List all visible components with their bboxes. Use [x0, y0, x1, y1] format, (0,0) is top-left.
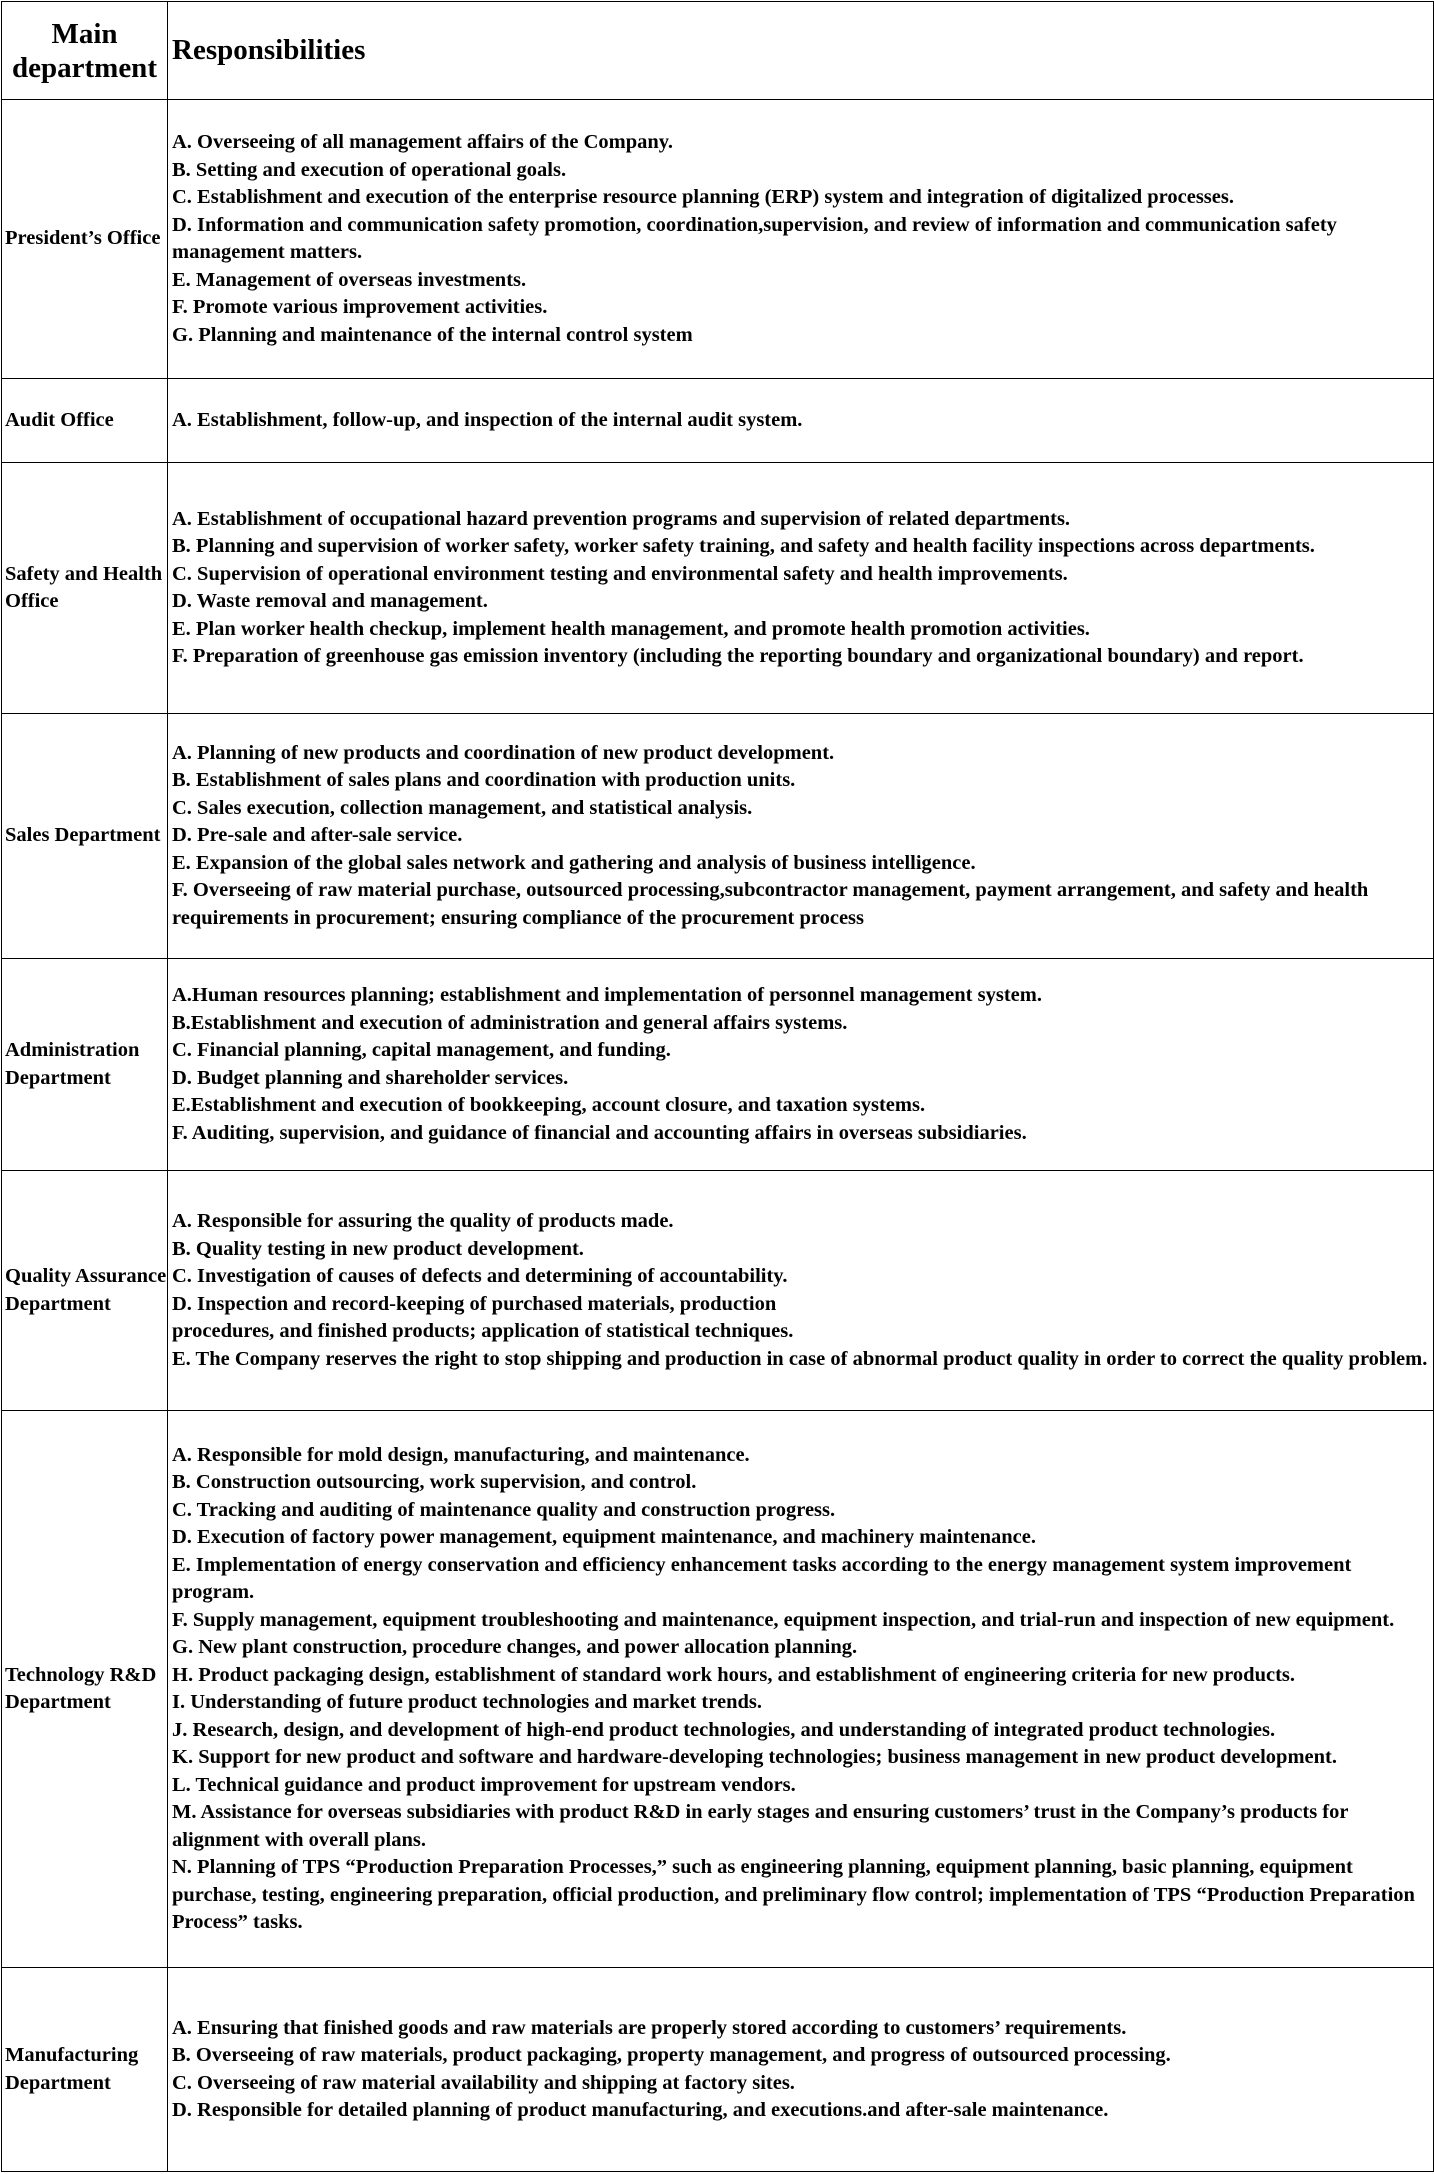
list-item: C. Supervision of operational environment testing and environmental safety and health improvements. — [172, 562, 1068, 585]
list-item: M. Assistance for overseas subsidiaries with product R&D in early stages and ensuring customers’ trust in the Company’s products for alignment with overall plans. — [172, 1801, 1349, 1851]
list-item: G. New plant construction, procedure changes, and power allocation planning. — [172, 1636, 858, 1658]
list-item: C. Sales execution, collection management, and statistical analysis. — [172, 796, 753, 819]
responsibilities-cell — [168, 379, 1434, 463]
list-item: F. Preparation of greenhouse gas emission inventory (including the reporting boundary and organizational boundary) and report. — [172, 645, 1304, 667]
table-row — [2, 379, 1434, 463]
department-name: Sales Department — [2, 714, 168, 959]
list-item: A. Responsible for assuring the quality of products made. — [172, 1210, 674, 1232]
list-item: D. Budget planning and shareholder services. — [172, 1066, 569, 1089]
list-item: D. Execution of factory power management, equipment maintenance, and machinery maintenance. — [172, 1526, 1036, 1548]
responsibilities-cell — [168, 1968, 1434, 2172]
list-item: G. Planning and maintenance of the internal control system — [172, 323, 693, 346]
list-item: C. Financial planning, capital management, and funding. — [172, 1039, 671, 1061]
list-item: E. The Company reserves the right to stop shipping and production in case of abnormal product quality in order to correct the quality problem. — [172, 1347, 1428, 1370]
list-item: D. Pre-sale and after-sale service. — [172, 824, 463, 847]
list-item: F. Auditing, supervision, and guidance of financial and accounting affairs in overseas subsidiaries. — [172, 1121, 1027, 1144]
list-item: D. Inspection and record-keeping of purchased materials, production — [172, 1292, 777, 1315]
list-item: E. Management of overseas investments. — [172, 268, 527, 291]
list-item: A. Overseeing of all management affairs of the Company. — [172, 131, 674, 153]
header-responsibilities: Responsibilities — [168, 2, 1434, 100]
table-row — [2, 714, 1434, 959]
list-item: B. Setting and execution of operational goals. — [172, 158, 567, 181]
list-item: J. Research, design, and development of high-end product technologies, and understanding of integrated product technologies. — [172, 1718, 1276, 1741]
table-row — [2, 100, 1434, 379]
responsibilities-cell — [168, 1411, 1434, 1968]
list-item: B. Establishment of sales plans and coordination with production units. — [172, 769, 796, 792]
list-item: A. Establishment, follow-up, and inspection of the internal audit system. — [172, 408, 803, 431]
list-item: K. Support for new product and software and hardware-developing technologies; business management in new product development. — [172, 1746, 1337, 1768]
table-row — [2, 463, 1434, 714]
responsibilities-table — [1, 1, 1434, 2172]
department-name: Administration Department — [2, 959, 168, 1171]
list-item: B. Quality testing in new product development. — [172, 1237, 584, 1260]
responsibilities-cell — [168, 714, 1434, 959]
list-item: F. Promote various improvement activities. — [172, 296, 548, 318]
list-item: B. Overseeing of raw materials, product packaging, property management, and progress of outsourced processing. — [172, 2044, 1171, 2066]
table-row — [2, 1968, 1434, 2172]
list-item: procedures, and finished products; application of statistical techniques. — [172, 1320, 794, 1342]
list-item: F. Supply management, equipment troubleshooting and maintenance, equipment inspection, and trial-run and inspection of new equipment. — [172, 1608, 1395, 1631]
list-item: D. Responsible for detailed planning of product manufacturing, and executions.and after-sale maintenance. — [172, 2099, 1109, 2121]
list-item: D. Information and communication safety promotion, coordination,supervision, and review of information and communication safety management matters. — [172, 213, 1337, 263]
department-name: Audit Office — [2, 379, 168, 463]
list-item: A. Establishment of occupational hazard prevention programs and supervision of related departments. — [172, 507, 1071, 530]
list-item: L. Technical guidance and product improvement for upstream vendors. — [172, 1773, 796, 1796]
list-item: I. Understanding of future product technologies and market trends. — [172, 1691, 762, 1713]
list-item: C. Overseeing of raw material availability and shipping at factory sites. — [172, 2071, 795, 2094]
list-item: A. Planning of new products and coordination of new product development. — [172, 741, 835, 764]
list-item: N. Planning of TPS “Production Preparation Processes,” such as engineering planning, equipment planning, basic planning, equipment purchase, testing, engineering preparation, official production, and preliminary flow control; implementation of TPS “Production Preparation Process” tasks. — [172, 1856, 1415, 1933]
list-item: C. Tracking and auditing of maintenance quality and construction progress. — [172, 1498, 836, 1521]
department-name: Quality Assurance Department — [2, 1171, 168, 1411]
list-item: E.Establishment and execution of bookkeeping, account closure, and taxation systems. — [172, 1094, 926, 1116]
list-item: H. Product packaging design, establishment of standard work hours, and establishment of engineering criteria for new products. — [172, 1663, 1295, 1686]
list-item: E. Plan worker health checkup, implement health management, and promote health promotion activities. — [172, 617, 1090, 640]
table-row — [2, 1411, 1434, 1968]
header-main-department: Main department — [2, 2, 168, 100]
list-item: A. Responsible for mold design, manufacturing, and maintenance. — [172, 1443, 750, 1466]
list-item: A.Human resources planning; establishment and implementation of personnel management system. — [172, 984, 1042, 1006]
table-row — [2, 959, 1434, 1171]
responsibilities-cell — [168, 463, 1434, 714]
list-item: D. Waste removal and management. — [172, 590, 488, 612]
responsibilities-cell — [168, 1171, 1434, 1411]
list-item: C. Establishment and execution of the enterprise resource planning (ERP) system and integration of digitalized processes. — [172, 186, 1234, 208]
list-item: B.Establishment and execution of administration and general affairs systems. — [172, 1011, 848, 1034]
responsibilities-cell — [168, 959, 1434, 1171]
table-row — [2, 1171, 1434, 1411]
list-item: E. Implementation of energy conservation and efficiency enhancement tasks according to the energy management system improvement program. — [172, 1553, 1352, 1603]
department-name: President’s Office — [2, 100, 168, 379]
list-item: C. Investigation of causes of defects and determining of accountability. — [172, 1265, 788, 1287]
list-item: B. Planning and supervision of worker safety, worker safety training, and safety and health facility inspections across departments. — [172, 535, 1315, 557]
responsibilities-cell — [168, 100, 1434, 379]
list-item: B. Construction outsourcing, work supervision, and control. — [172, 1471, 697, 1493]
list-item: E. Expansion of the global sales network and gathering and analysis of business intelligence. — [172, 851, 976, 874]
header-row — [2, 2, 1434, 100]
department-name: Manufacturing Department — [2, 1968, 168, 2172]
department-name: Technology R&D Department — [2, 1411, 168, 1968]
department-name: Safety and Health Office — [2, 463, 168, 714]
list-item: F. Overseeing of raw material purchase, outsourced processing,subcontractor management, payment arrangement, and safety and health requirements in procurement; ensuring compliance of the procurement process — [172, 879, 1369, 929]
list-item: A. Ensuring that finished goods and raw materials are properly stored according to customers’ requirements. — [172, 2016, 1127, 2039]
